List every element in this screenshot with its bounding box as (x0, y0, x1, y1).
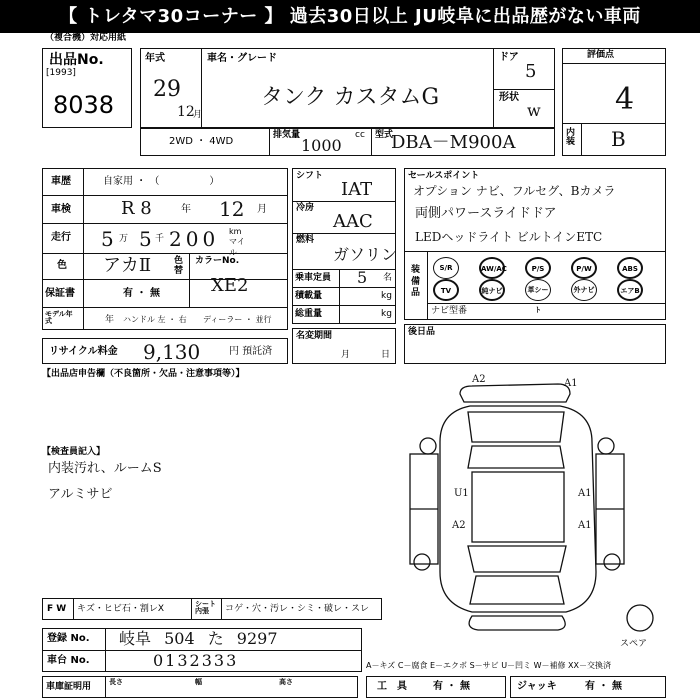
fuel-value: ガソリン (333, 245, 398, 264)
car-body-outline (440, 406, 596, 612)
tools-label: 工 具 (377, 681, 407, 692)
equipment-item: P/W (571, 257, 597, 279)
jack-label: ジャッキ (517, 681, 557, 692)
sales-equip-box (404, 168, 666, 320)
lot-number: 8038 (53, 91, 115, 119)
car-left-mirror (420, 438, 436, 454)
car-rear-window (468, 446, 564, 468)
fw-items: キズ・ヒビ石・割レX (77, 604, 164, 614)
sales-point-line-2: 両側パワースライドドア (415, 206, 557, 221)
post-notes-label: 後日品 (408, 327, 436, 337)
year-month-unit: 月 (193, 110, 203, 120)
name-label: 車名・グレード (207, 53, 277, 64)
spare-label: スペア (620, 639, 648, 649)
fuel-label: 燃料 (296, 235, 315, 245)
car-right-wheel (604, 554, 620, 570)
recycle-value: 9,130 (143, 340, 201, 364)
capacity-value: 5 (357, 268, 368, 287)
cert-col-length: 長さ (109, 678, 123, 686)
mileage-unit: km マイル (229, 227, 245, 257)
handle: ハンドル 左 ・ 右 (123, 315, 187, 324)
cert-row (42, 676, 358, 698)
damage-mark: A2 (452, 520, 466, 531)
mid-box (292, 168, 396, 324)
recycle-box (42, 338, 288, 364)
history-label: 車歴 (51, 176, 71, 187)
shift-label: シフト (296, 171, 324, 181)
car-windshield (468, 546, 566, 572)
spare-tire (627, 605, 653, 631)
post-notes-box (404, 324, 666, 364)
tools-row (366, 676, 506, 698)
name-value: タンク カスタムG (261, 85, 440, 110)
inspection-month: 12 (219, 197, 245, 221)
car-roof (472, 472, 564, 542)
displacement-label: 排気量 (273, 130, 301, 140)
history-value: 自家用 ・ （ ） (103, 176, 220, 187)
shift-value: IAT (341, 179, 373, 200)
seat-label: シート 内張 (195, 600, 216, 615)
inspector-label: 【検査員記入】 (42, 447, 106, 457)
car-hood (470, 576, 564, 604)
inspection-label: 車検 (51, 204, 71, 215)
legend: A－キズ C－腐食 E－エクボ S－サビ U－凹ミ W－補修 XX－交換済 (366, 661, 612, 670)
year-label: 年式 (145, 53, 165, 64)
model-year-label: モデル年式 (45, 310, 73, 325)
weight-unit: kg (381, 309, 392, 319)
equipment-item: 外ナビ (571, 279, 597, 301)
mileage-label: 走行 (51, 232, 71, 243)
warranty-label: 保証書 (45, 288, 75, 299)
mileage-rest: 200 (169, 227, 220, 251)
model-label: 型式 (375, 130, 394, 140)
score-value: 4 (615, 82, 635, 117)
seat-items: コゲ・穴・汚レ・シミ・破レ・スレ (225, 604, 370, 614)
dealer: ディーラー ・ 並行 (203, 315, 272, 324)
interior-label: 内装 (566, 128, 576, 147)
navi-label: ナビ型番 (431, 306, 468, 316)
chassis-label: 車台 No. (47, 655, 90, 666)
lot-box (42, 48, 132, 128)
capacity-label: 乗車定員 (295, 273, 332, 283)
equipment-item: P/S (525, 257, 551, 279)
color-code: XE2 (211, 275, 249, 296)
header-box (140, 48, 555, 128)
warranty-value: 有 ・ 無 (123, 288, 160, 299)
score-box (562, 48, 666, 156)
color-change-label: 色替 (174, 256, 184, 276)
score-label: 評価点 (587, 50, 615, 60)
inspector-line-1: 内装汚れ、ルームS (48, 461, 162, 476)
cert-label: 車庫証明用 (46, 682, 92, 692)
equipment-item: 純ナビ (479, 279, 505, 301)
lot-label: 出品No. (49, 52, 104, 68)
interior-value: B (611, 127, 626, 151)
body-type-value: w (527, 101, 541, 120)
drive-label: 2WD ・ 4WD (169, 136, 234, 147)
fw-label: F W (47, 604, 67, 614)
title-change-box (292, 328, 396, 364)
load-label: 積載量 (295, 291, 323, 301)
equipment-item: AW/AC (479, 257, 505, 279)
color-value: アカⅡ (103, 255, 152, 276)
equipment-item: S/R (433, 257, 459, 279)
equipment-item: エアB (617, 279, 643, 301)
body-type-label: 形状 (499, 92, 519, 103)
title-change-label: 名変期間 (296, 331, 333, 341)
car-left-wheel (414, 554, 430, 570)
reg-label: 登録 No. (47, 633, 90, 644)
car-right-mirror (598, 438, 614, 454)
fw-row (42, 598, 382, 620)
title-change-unit2: 日 (381, 350, 391, 360)
damage-mark: A1 (564, 378, 578, 389)
inspection-year-unit: 年 (181, 204, 191, 215)
equipment-item: TV (433, 279, 459, 301)
detail-box (42, 168, 288, 330)
spec-row (140, 128, 555, 156)
title-change-unit: 月 (341, 350, 351, 360)
damage-mark: U1 (454, 488, 469, 499)
mileage-sen-unit: 千 (155, 234, 165, 244)
capacity-unit: 名 (383, 273, 393, 283)
cert-col-height: 高さ (279, 678, 293, 686)
sales-point-line-1: オプション ナビ、フルセグ、Bカメラ (413, 184, 616, 198)
color-code-label: カラーNo. (195, 256, 240, 266)
declaration-label: 【出品店申告欄（不良箇所・欠品・注意事項等）】 (42, 369, 245, 379)
jack-row (510, 676, 666, 698)
damage-mark: A1 (578, 520, 592, 531)
displacement-value: 1000 (301, 136, 342, 155)
car-trunk (468, 412, 564, 442)
equipment-label: 装備品 (411, 265, 421, 299)
sales-point-line-3: LEDヘッドライト ビルトインETC (415, 230, 603, 244)
equipment-item: ABS (617, 257, 643, 279)
jack-value: 有 ・ 無 (585, 681, 622, 692)
recycle-label: リサイクル料金 (49, 346, 118, 357)
sales-point-label: セールスポイント (408, 171, 480, 181)
model-year-unit: 年 (105, 315, 115, 325)
cert-col-width: 幅 (195, 678, 202, 686)
mileage-man: 5 (101, 227, 114, 251)
model-value: DBA－M900A (391, 132, 516, 153)
color-label: 色 (57, 260, 67, 271)
top-note: （複合機）対応用紙 (45, 33, 127, 43)
car-front-bumper (469, 616, 565, 630)
damage-mark: A2 (472, 374, 486, 385)
ac-label: 冷房 (296, 203, 315, 213)
inspector-line-2: アルミサビ (48, 487, 113, 502)
reg-box (42, 628, 362, 672)
year-value: 29 (153, 77, 181, 102)
lot-prefix: [1993] (46, 68, 76, 78)
tools-value: 有 ・ 無 (433, 681, 470, 692)
load-unit: kg (381, 291, 392, 301)
displacement-unit: cc (355, 130, 365, 140)
year-month: 12 (177, 104, 195, 120)
car-rear-bumper (460, 384, 570, 402)
doors-value: 5 (525, 61, 537, 82)
chassis-value: 0132333 (153, 651, 239, 670)
weight-label: 総重量 (295, 309, 323, 319)
reg-value: 岐阜 504 た 9297 (119, 629, 278, 648)
doors-label: ドア (499, 52, 519, 63)
equipment-item: 革シート (525, 279, 551, 301)
car-diagram (400, 372, 690, 634)
banner: 【 トレタマ30コーナー 】 過去30日以上 JU岐阜に出品歴がない車両 (0, 0, 700, 33)
damage-mark: A1 (578, 488, 592, 499)
recycle-unit: 円 預託済 (229, 346, 273, 357)
ac-value: AAC (333, 211, 373, 232)
mileage-man-unit: 万 (119, 234, 129, 244)
inspection-month-unit: 月 (257, 204, 267, 215)
inspection-era: R 8 (121, 198, 152, 219)
mileage-sen: 5 (139, 227, 152, 251)
